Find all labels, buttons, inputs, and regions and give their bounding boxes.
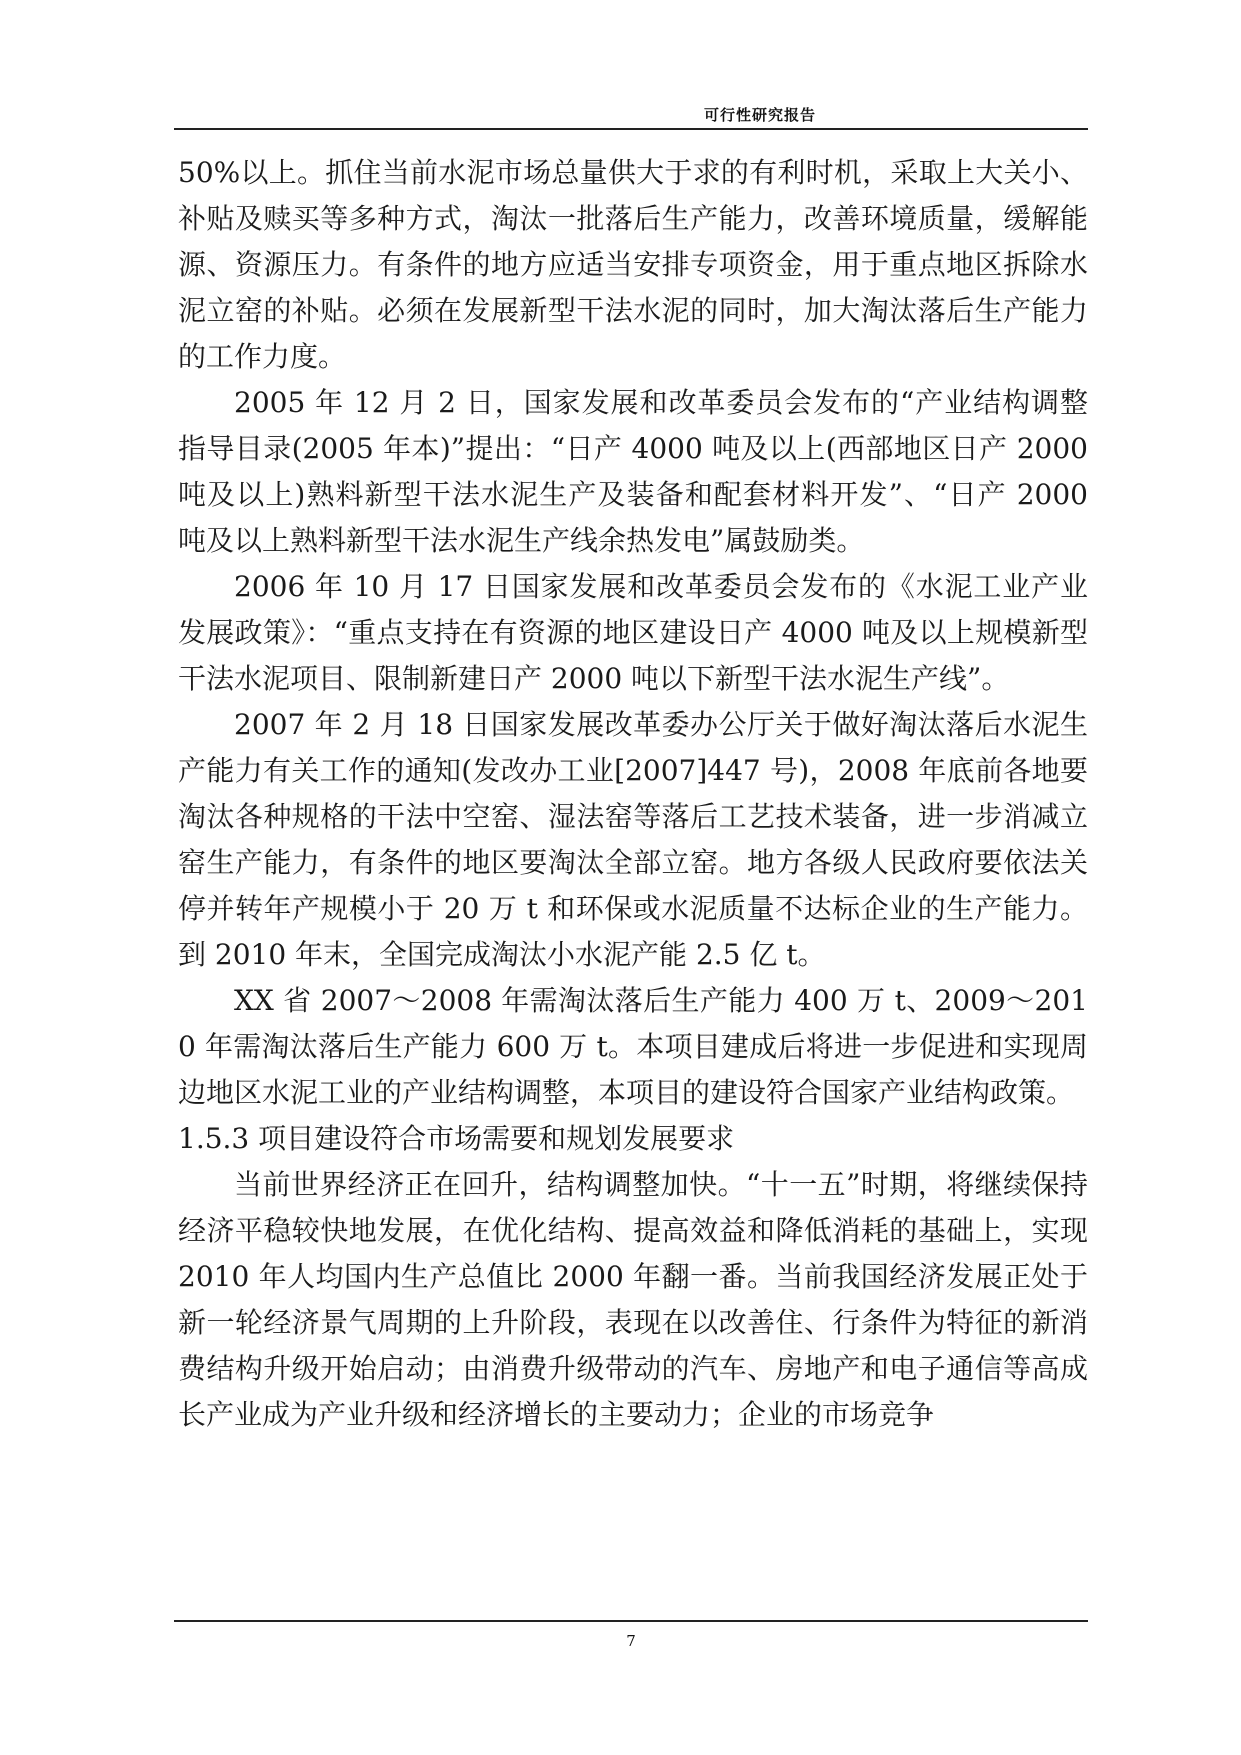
paragraph-2007-notice: 2007 年 2 月 18 日国家发展改革委办公厅关于做好淘汰落后水泥生产能力有关工作的通知(发改办工业[2007]447 号)，2008 年底前各地要淘汰各种规格的干法中空窑、湿法窑等落后工艺技术装备，进一步消减立窑生产能力，有条件的地区要淘汰全部立窑。地方各级人民政府要依法关停并转年产规模小于 20 万 t 和环保或水泥质量不达标企业的生产能力。到 2010 年末，全国完成淘汰小水泥产能 2.5 亿 t。 [178,708,1088,971]
page-number: 7 [626,1632,636,1650]
page-header [174,88,1088,130]
document-body [178,150,1088,1438]
page-footer [174,1620,1088,1650]
paragraph-2006-policy: 2006 年 10 月 17 日国家发展和改革委员会发布的《水泥工业产业发展政策》：“重点支持在有资源的地区建设日产 4000 吨及以上规模新型干法水泥项目、限制新建日产 2000 吨以下新型干法水泥生产线”。 [178,570,1088,695]
paragraph-continuation: 50%以上。抓住当前水泥市场总量供大于求的有利时机，采取上大关小、补贴及赎买等多种方式，淘汰一批落后生产能力，改善环境质量，缓解能源、资源压力。有条件的地方应适当安排专项资金，用于重点地区拆除水泥立窑的补贴。必须在发展新型干法水泥的同时，加大淘汰落后生产能力的工作力度。 [178,156,1088,373]
paragraph-market-demand: 当前世界经济正在回升，结构调整加快。“十一五”时期，将继续保持经济平稳较快地发展，在优化结构、提高效益和降低消耗的基础上，实现 2010 年人均国内生产总值比 2000 年翻一番。当前我国经济发展正处于新一轮经济景气周期的上升阶段，表现在以改善住、行条件为特征的新消费结构升级开始启动；由消费升级带动的汽车、房地产和电子通信等高成长产业成为产业升级和经济增长的主要动力；企业的市场竞争 [178,1168,1088,1431]
header-title: 可行性研究报告 [703,106,816,124]
paragraph-2005-catalog: 2005 年 12 月 2 日，国家发展和改革委员会发布的“产业结构调整指导目录(2005 年本)”提出：“日产 4000 吨及以上(西部地区日产 2000 吨及以上)熟料新型干法水泥生产及装备和配套材料开发”、“日产 2000 吨及以上熟料新型干法水泥生产线余热发电”属鼓励类。 [178,386,1088,557]
paragraph-province-capacity: XX 省 2007～2008 年需淘汰落后生产能力 400 万 t、2009～2010 年需淘汰落后生产能力 600 万 t。本项目建成后将进一步促进和实现周边地区水泥工业的产业结构调整，本项目的建设符合国家产业结构政策。 [178,984,1088,1109]
section-heading: 1.5.3 项目建设符合市场需要和规划发展要求 [178,1122,735,1155]
